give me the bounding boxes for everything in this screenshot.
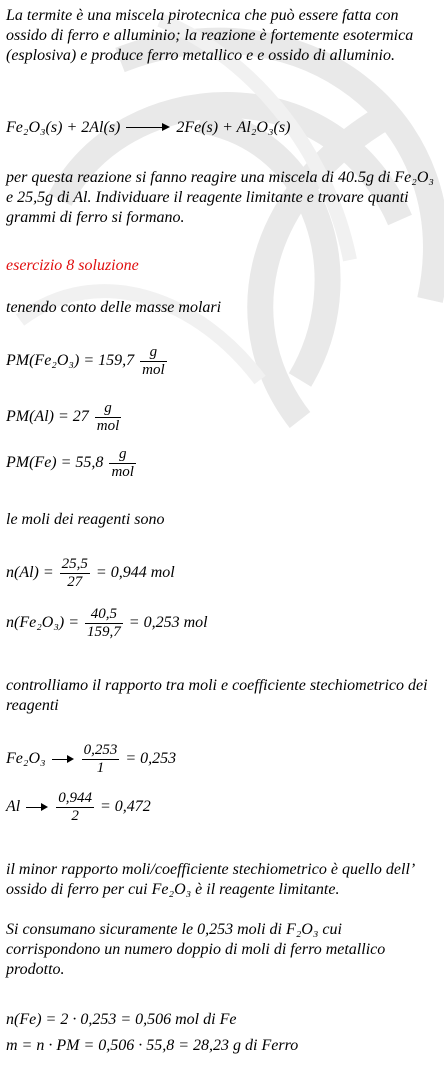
- question-paragraph: per questa reazione si fanno reagire una miscela di 40.5g di Fe₂O₃ e 25,5g di Al. Individuare il reagente limitante e trovare quanti grammi di ferro si formano.: [6, 169, 434, 226]
- unit-fraction: $\frac{g}{\text{mol}}$: [96, 400, 120, 434]
- reaction-arrow: [126, 123, 170, 133]
- molar-mass-fe: [6, 446, 138, 481]
- ratio-al: Al $\frac{0,944}{2}$ = 0,472: [6, 790, 151, 824]
- reaction-equation: [6, 118, 290, 138]
- moles-fe2o3: n(Fe₂O₃) = $\frac{40,5}{159,7}$ = 0,253 mol: [6, 606, 208, 640]
- ratio-fraction: $\frac{0,253}{1}$: [83, 742, 118, 776]
- moles-al: n(Al) = $\frac{25,5}{27}$ = 0,944 mol: [6, 556, 175, 590]
- unit-fraction: $\frac{g}{\text{mol}}$: [142, 344, 165, 378]
- molar-mass-lhs: PM(Fe) = 55,8: [6, 454, 104, 472]
- reaction-products: 2Fe(s) + Al₂O₃(s): [176, 119, 291, 136]
- reaction-reactants: Fe₂O₃(s) + 2Al(s): [6, 119, 121, 136]
- molar-mass-al: [6, 400, 123, 435]
- final-mass-fe: m = n · PM = 0,506 · 55,8 = 28,23 g di Ferro: [6, 1037, 299, 1054]
- molar-mass-fe2o3: [6, 344, 169, 379]
- conclusion-paragraph: il minor rapporto moli/coefficiente stechiometrico è quello dell’ ossido di ferro per cui Fe₂O₃ è il reagente limitante.: [6, 861, 414, 898]
- moles-intro: le moli dei reagenti sono: [6, 511, 165, 528]
- division-fraction: $\frac{25,5}{27}$: [61, 556, 88, 590]
- division-fraction: $\frac{40,5}{159,7}$: [87, 606, 121, 640]
- consumption-paragraph: Si consumano sicuramente le 0,253 moli di F₂O₃ cui corrispondono un numero doppio di moli di ferro metallico prodotto.: [6, 921, 386, 978]
- intro-paragraph: La termite è una miscela pirotecnica che può essere fatta con ossido di ferro e alluminio; la reazione è fortemente esotermica (esplosiva) e produce ferro metallico e e ossido di alluminio.: [6, 7, 414, 64]
- ratio-arrow: [52, 755, 74, 765]
- ratio-intro: controlliamo il rapporto tra moli e coefficiente stechiometrico dei reagenti: [6, 677, 428, 714]
- molar-mass-lhs: PM(Fe₂O₃) = 159,7: [6, 352, 135, 370]
- molar-mass-intro: tenendo conto delle masse molari: [6, 299, 222, 316]
- molar-mass-lhs: PM(Al) = 27: [6, 408, 89, 426]
- ratio-fraction: $\frac{0,944}{2}$: [58, 790, 92, 824]
- ratio-fe2o3: Fe₂O₃ $\frac{0,253}{1}$ = 0,253: [6, 742, 177, 776]
- final-moles-fe: n(Fe) = 2 · 0,253 = 0,506 mol di Fe: [6, 1011, 237, 1028]
- unit-fraction: $\frac{g}{\text{mol}}$: [111, 446, 134, 480]
- ratio-arrow: [26, 803, 48, 813]
- solution-title: esercizio 8 soluzione: [6, 257, 139, 274]
